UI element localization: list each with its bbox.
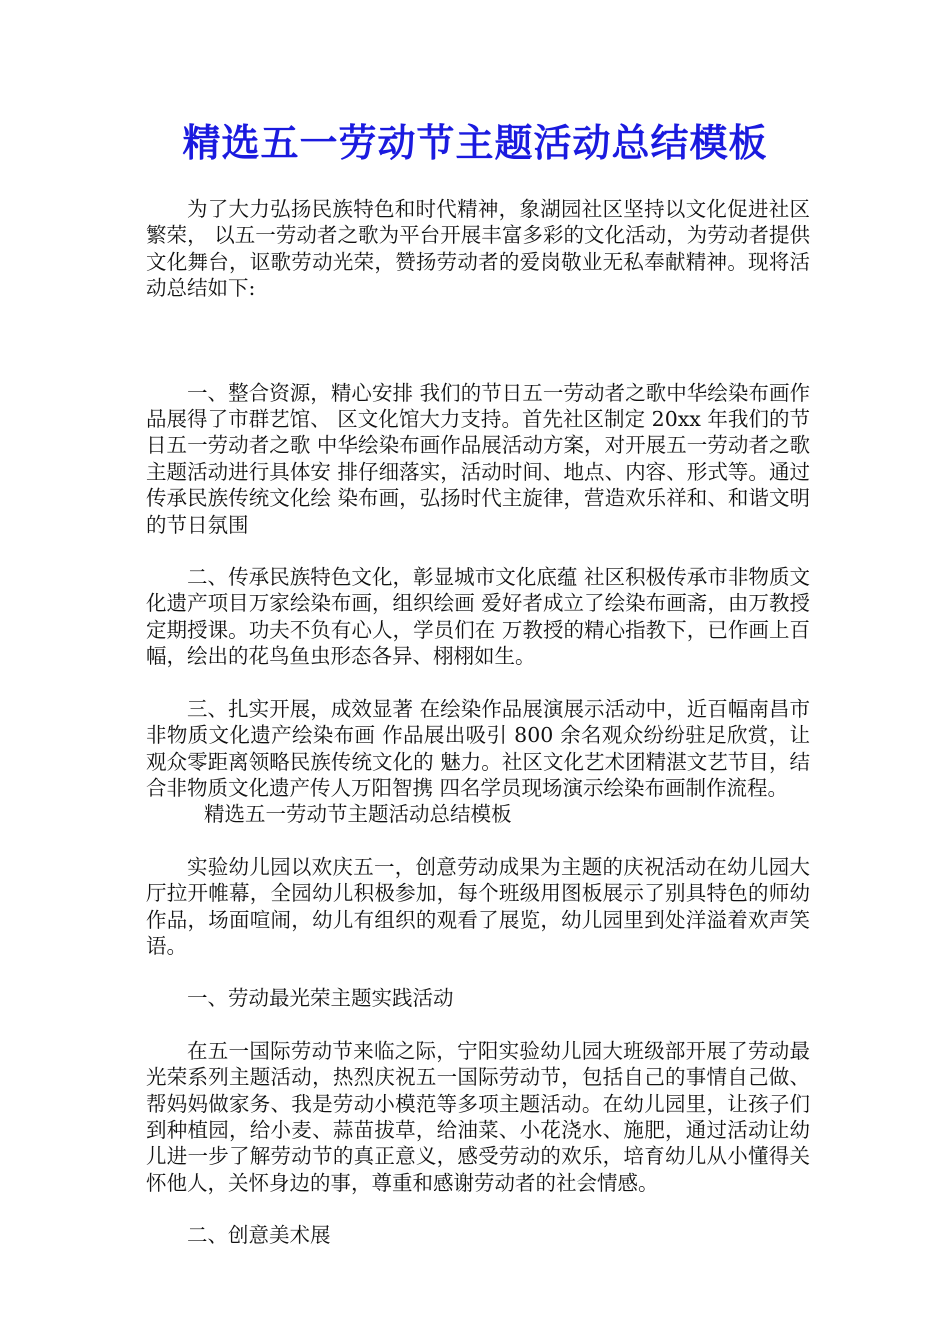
section-3-paragraph: 三、扎实开展，成效显著 在绘染作品展演展示活动中，近百幅南昌市非物质文化遗产绘染布画 作品展出吸引 800 余名观众纷纷驻足欣赏，让观众零距离领略民族传统文化的 魅力。社区文化艺术团精湛文艺节目，结合非物质文化遗产传人万阳智携 四名学员现场演示绘染布画制作流程。 (146, 696, 810, 800)
section-2-paragraph: 二、传承民族特色文化，彰显城市文化底蕴 社区积极传承市非物质文化遗产项目万家绘染布画，组织绘画 爱好者成立了绘染布画斋，由万教授定期授课。功夫不负有心人，学员们在 万教授的精心指教下，已作画上百幅，绘出的花鸟鱼虫形态各异、栩栩如生。 (146, 565, 810, 669)
heading-2: 二、创意美术展 (187, 1223, 331, 1248)
spacer (146, 1196, 810, 1222)
spacer (146, 828, 810, 854)
spacer (146, 959, 810, 985)
document-body (146, 196, 810, 1249)
spacer (146, 670, 810, 696)
spacer (146, 1012, 810, 1038)
heading-1: 一、劳动最光荣主题实践活动 (187, 986, 454, 1011)
intro-paragraph: 为了大力弘扬民族特色和时代精神，象湖园社区坚持以文化促进社区繁荣， 以五一劳动者之歌为平台开展丰富多彩的文化活动，为劳动者提供文化舞台，讴歌劳动光荣，赞扬劳动者的爱岗敬业无私奉献精神。现将活动总结如下: (146, 197, 810, 301)
activity-1-paragraph: 在五一国际劳动节来临之际，宁阳实验幼儿园大班级部开展了劳动最光荣系列主题活动，热烈庆祝五一国际劳动节，包括自己的事情自己做、帮妈妈做家务、我是劳动小模范等多项主题活动。在幼儿园里，让孩子们到种植园，给小麦、蒜苗拔草，给油菜、小花浇水、施肥，通过活动让幼儿进一步了解劳动节的真正意义，感受劳动的欢乐，培育幼儿从小懂得关怀他人，关怀身边的事，尊重和感谢劳动者的社会情感。 (146, 1038, 810, 1195)
spacer (146, 302, 810, 380)
section-1-paragraph: 一、整合资源，精心安排 我们的节日五一劳动者之歌中华绘染布画作品展得了市群艺馆、 区文化馆大力支持。首先社区制定 20xx 年我们的节日五一劳动者之歌 中华绘染布画作品展活动方案，对开展五一劳动者之歌主题活动进行具体安 排仔细落实，活动时间、地点、内容、形式等。通过传承民族传统文化绘 染布画，弘扬时代主旋律，营造欢乐祥和、和谐文明的节日氛围 (146, 380, 810, 537)
document-title: 精选五一劳动节主题活动总结模板 (182, 120, 768, 165)
spacer (146, 538, 810, 564)
kindergarten-intro-paragraph: 实验幼儿园以欢庆五一，创意劳动成果为主题的庆祝活动在幼儿园大厅拉开帷幕，全园幼儿积极参加，每个班级用图板展示了别具特色的师幼作品，场面喧闹，幼儿有组织的观看了展览，幼儿园里到处洋溢着欢声笑语。 (146, 854, 810, 958)
repeat-title: 精选五一劳动节主题活动总结模板 (204, 802, 512, 827)
